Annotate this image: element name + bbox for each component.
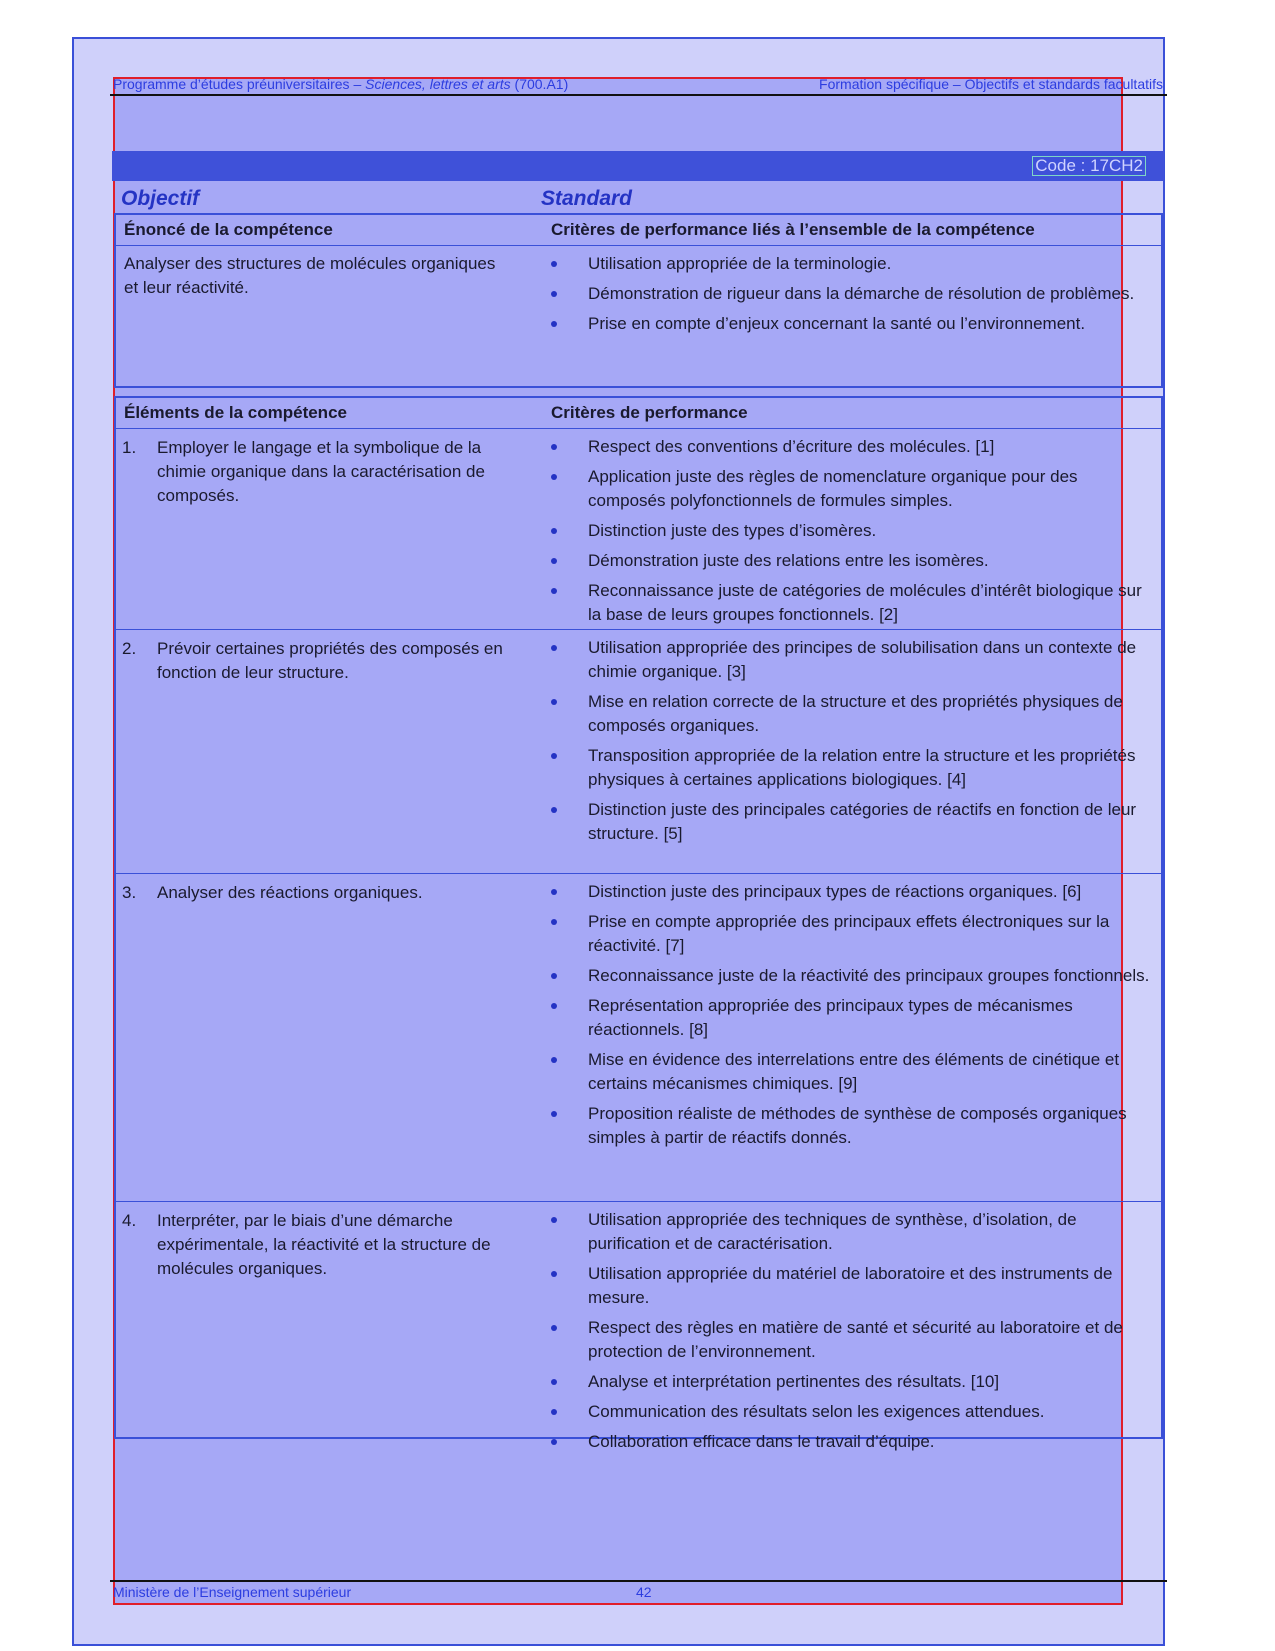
header-section: Formation spécifique – Objectifs et standards facultatifs bbox=[819, 76, 1163, 92]
elements-criteria-heading: Critères de performance bbox=[551, 403, 748, 422]
criterion: Démonstration juste des relations entre les isomères. bbox=[551, 549, 1151, 573]
criterion: Distinction juste des principaux types de réactions organiques. [6] bbox=[551, 880, 1151, 904]
page-number: 42 bbox=[636, 1584, 652, 1600]
competence-header-row bbox=[116, 215, 1161, 245]
footer bbox=[113, 1584, 652, 1600]
criterion: Mise en relation correcte de la structure et des propriétés physiques de composés organiques. bbox=[551, 690, 1151, 738]
bullet-icon bbox=[551, 1409, 557, 1415]
bullet-icon bbox=[551, 1271, 557, 1277]
elements-table bbox=[114, 396, 1163, 1451]
criterion: Respect des règles en matière de santé et sécurité au laboratoire et de protection de l’environnement. bbox=[551, 1316, 1151, 1364]
code-bar bbox=[112, 151, 1164, 181]
header-program: Programme d’études préuniversitaires – Sciences, lettres et arts (700.A1) bbox=[113, 76, 569, 92]
competence-row bbox=[116, 245, 1161, 386]
bullet-icon bbox=[551, 973, 557, 979]
criterion: Collaboration efficace dans le travail d’équipe. bbox=[551, 1430, 1151, 1454]
criterion: Mise en évidence des interrelations entre des éléments de cinétique et certains mécanismes chimiques. [9] bbox=[551, 1048, 1151, 1096]
competence-criteria-list bbox=[551, 252, 1151, 342]
bullet-icon bbox=[551, 588, 557, 594]
criterion: Utilisation appropriée du matériel de laboratoire et des instruments de mesure. bbox=[551, 1262, 1151, 1310]
criterion: Utilisation appropriée des principes de solubilisation dans un contexte de chimie organique. [3] bbox=[551, 636, 1151, 684]
criterion: Transposition appropriée de la relation entre la structure et les propriétés physiques à certaines applications biologiques. [4] bbox=[551, 744, 1151, 792]
competence-statement: Analyser des structures de molécules organiques et leur réactivité. bbox=[124, 254, 496, 297]
element-row-1: 1. Employer le langage et la symbolique de la chimie organique dans la caractérisation de composés. Respect des conventions d’écriture des molécules. [1] Application juste des règles de nomenclature organique pour des composés polyfonctionnels de formules simples. Distinction juste des types d’isomères. Démonstration juste des relations entre les isomères. Reconnaissance juste de catégories de molécules d’intérêt biologique sur la base de leurs groupes fonctionnels. [2] bbox=[116, 428, 1161, 629]
criterion: Reconnaissance juste de la réactivité des principaux groupes fonctionnels. bbox=[551, 964, 1151, 988]
bullet-icon bbox=[551, 528, 557, 534]
criterion: Analyse et interprétation pertinentes des résultats. [10] bbox=[551, 1370, 1151, 1394]
bullet-icon bbox=[551, 919, 557, 925]
bullet-icon bbox=[551, 321, 557, 327]
bullet-icon bbox=[551, 1111, 557, 1117]
bullet-icon bbox=[551, 291, 557, 297]
elements-heading: Éléments de la compétence bbox=[124, 403, 347, 422]
element-criteria-list bbox=[551, 1208, 1151, 1460]
header-rule bbox=[110, 94, 1167, 96]
bullet-icon bbox=[551, 1379, 557, 1385]
bullet-icon bbox=[551, 261, 557, 267]
bullet-icon bbox=[551, 699, 557, 705]
criterion: Utilisation appropriée de la terminologie. bbox=[551, 252, 1151, 276]
bullet-icon bbox=[551, 474, 557, 480]
criterion: Distinction juste des types d’isomères. bbox=[551, 519, 1151, 543]
criterion: Représentation appropriée des principaux types de mécanismes réactionnels. [8] bbox=[551, 994, 1151, 1042]
bullet-icon bbox=[551, 645, 557, 651]
bullet-icon bbox=[551, 558, 557, 564]
bullet-icon bbox=[551, 444, 557, 450]
element-row-4: 4. Interpréter, par le biais d’une démarche expérimentale, la réactivité et la structure de molécules organiques. Utilisation appropriée des techniques de synthèse, d’isolation, de purification et de caractérisation. Utilisation appropriée du matériel de laboratoire et des instruments de mesure. Respect des règles en matière de santé et sécurité au laboratoire et de protection de l’environnement. Analyse et interprétation pertinentes des résultats. [10] Communication des résultats selon les exigences attendues. Collaboration efficace dans le travail d’équipe. bbox=[116, 1201, 1161, 1437]
element-criteria-list bbox=[551, 880, 1151, 1156]
bullet-icon bbox=[551, 889, 557, 895]
elements-header-row bbox=[116, 398, 1161, 428]
competence-criteria-heading: Critères de performance liés à l’ensemble de la compétence bbox=[551, 220, 1035, 239]
bullet-icon bbox=[551, 807, 557, 813]
criterion: Application juste des règles de nomenclature organique pour des composés polyfonctionnels de formules simples. bbox=[551, 465, 1151, 513]
course-code: Code : 17CH2 bbox=[1032, 156, 1146, 176]
criterion: Démonstration de rigueur dans la démarche de résolution de problèmes. bbox=[551, 282, 1151, 306]
criterion: Reconnaissance juste de catégories de molécules d’intérêt biologique sur la base de leurs groupes fonctionnels. [2] bbox=[551, 579, 1151, 627]
element-row-3: 3. Analyser des réactions organiques. Distinction juste des principaux types de réactions organiques. [6] Prise en compte appropriée des principaux effets électroniques sur la réactivité. [7] Reconnaissance juste de la réactivité des principaux groupes fonctionnels. Représentation appropriée des principaux types de mécanismes réactionnels. [8] Mise en évidence des interrelations entre des éléments de cinétique et certains mécanismes chimiques. [9] Proposition réaliste de méthodes de synthèse de composés organiques simples à partir de réactifs donnés. bbox=[116, 873, 1161, 1201]
running-header bbox=[113, 76, 1165, 96]
bullet-icon bbox=[551, 1057, 557, 1063]
standard-heading: Standard bbox=[541, 187, 633, 210]
bullet-icon bbox=[551, 1325, 557, 1331]
criterion: Utilisation appropriée des techniques de synthèse, d’isolation, de purification et de caractérisation. bbox=[551, 1208, 1151, 1256]
criterion: Communication des résultats selon les exigences attendues. bbox=[551, 1400, 1151, 1424]
bullet-icon bbox=[551, 1003, 557, 1009]
criterion: Proposition réaliste de méthodes de synthèse de composés organiques simples à partir de réactifs donnés. bbox=[551, 1102, 1151, 1150]
element-criteria-list bbox=[551, 636, 1151, 852]
objective-heading: Objectif bbox=[121, 187, 200, 210]
criterion: Prise en compte appropriée des principaux effets électroniques sur la réactivité. [7] bbox=[551, 910, 1151, 958]
element-row-2: 2. Prévoir certaines propriétés des composés en fonction de leur structure. Utilisation appropriée des principes de solubilisation dans un contexte de chimie organique. [3] Mise en relation correcte de la structure et des propriétés physiques de composés organiques. Transposition appropriée de la relation entre la structure et les propriétés physiques à certaines applications biologiques. [4] Distinction juste des principales catégories de réactifs en fonction de leur structure. [5] bbox=[116, 629, 1161, 873]
criterion: Distinction juste des principales catégories de réactifs en fonction de leur structure. [5] bbox=[551, 798, 1151, 846]
bullet-icon bbox=[551, 1439, 557, 1445]
bullet-icon bbox=[551, 1217, 557, 1223]
criterion: Prise en compte d’enjeux concernant la santé ou l’environnement. bbox=[551, 312, 1151, 336]
criterion: Respect des conventions d’écriture des molécules. [1] bbox=[551, 435, 1151, 459]
bullet-icon bbox=[551, 753, 557, 759]
footer-ministry: Ministère de l’Enseignement supérieur bbox=[113, 1584, 352, 1600]
competence-statement-heading: Énoncé de la compétence bbox=[124, 220, 333, 239]
competence-table bbox=[114, 213, 1163, 388]
element-criteria-list bbox=[551, 435, 1151, 633]
footer-rule bbox=[110, 1580, 1167, 1582]
